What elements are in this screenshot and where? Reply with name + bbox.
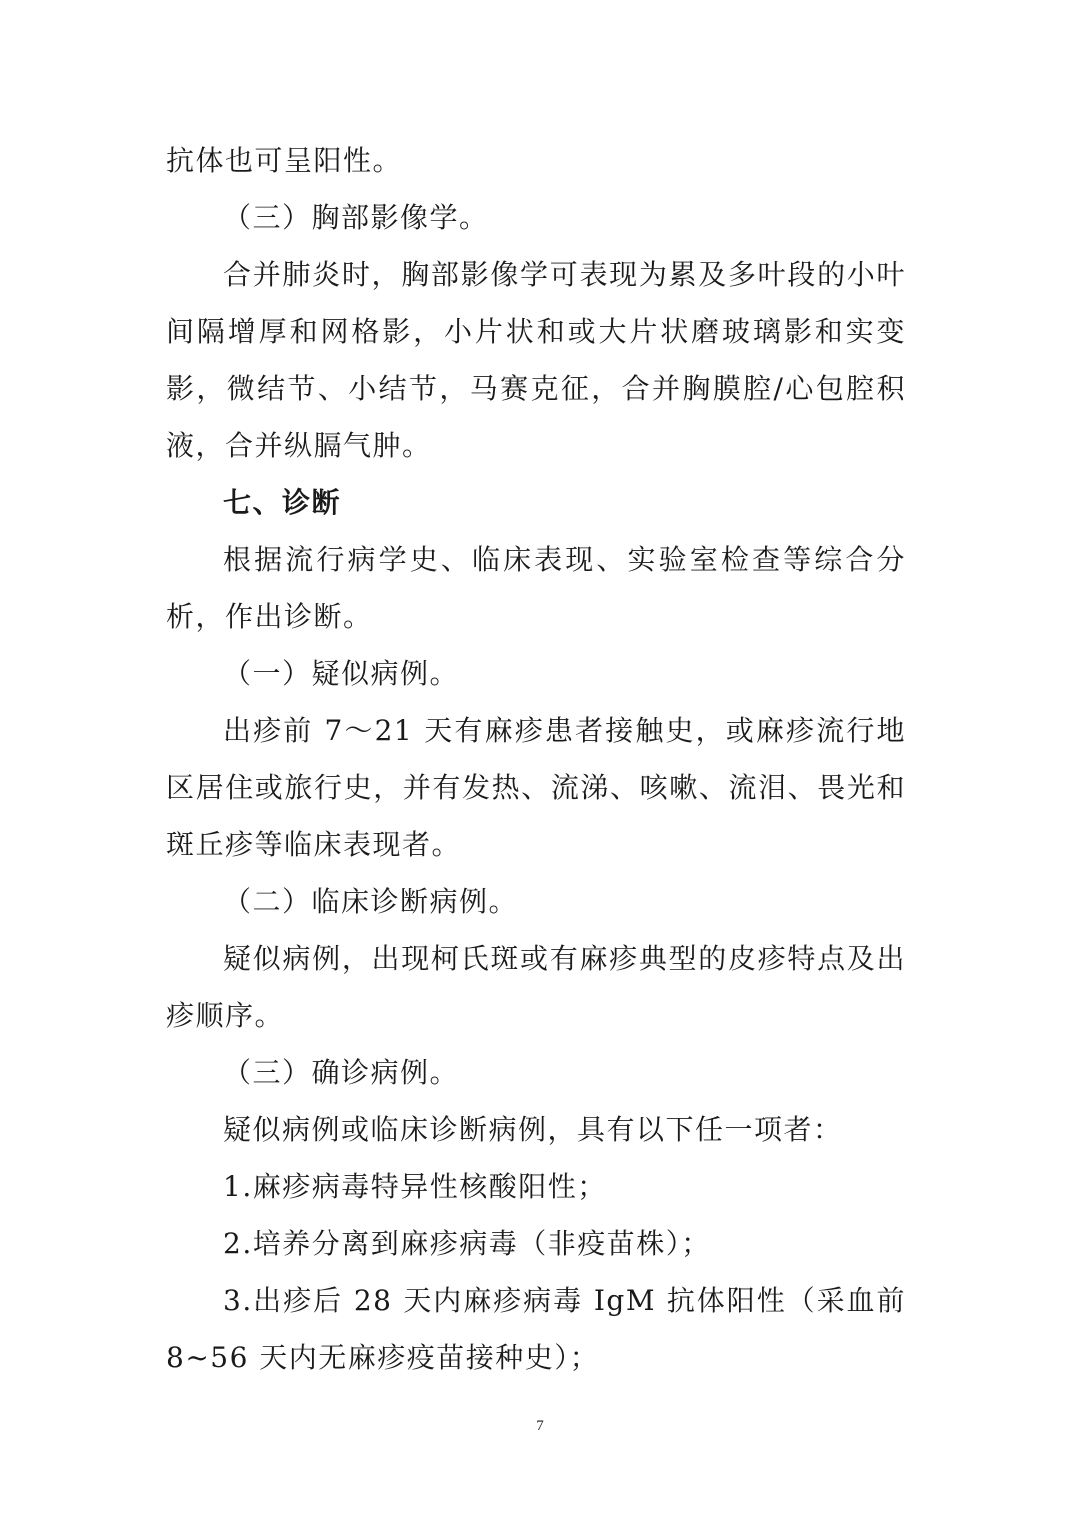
subheading-chest-imaging: （三）胸部影像学。 — [223, 201, 489, 234]
subheading-clinical-case: （二）临床诊断病例。 — [223, 885, 519, 918]
paragraph-clinical-case: 疑似病例，出现柯氏斑或有麻疹典型的皮疹特点及出疹顺序。 — [166, 942, 906, 1032]
paragraph-imaging-findings: 合并肺炎时，胸部影像学可表现为累及多叶段的小叶间隔增厚和网格影，小片状和或大片状磨玻璃影和实变影，微结节、小结节，马赛克征，合并胸膜腔/心包腔积液，合并纵膈气肿。 — [166, 258, 906, 462]
paragraph-suspected-case: 出疹前 7～21 天有麻疹患者接触史，或麻疹流行地区居住或旅行史，并有发热、流涕、咳嗽、流泪、畏光和斑丘疹等临床表现者。 — [166, 714, 906, 861]
paragraph-confirmed-intro: 疑似病例或临床诊断病例，具有以下任一项者： — [223, 1113, 843, 1146]
document-body — [166, 132, 906, 1386]
section-heading-diagnosis: 七、诊断 — [223, 486, 342, 519]
subheading-confirmed-case: （三）确诊病例。 — [223, 1056, 460, 1089]
page-number: 7 — [536, 1418, 544, 1434]
list-item-criterion-1: 1.麻疹病毒特异性核酸阳性； — [223, 1170, 607, 1203]
list-item-criterion-3: 3.出疹后 28 天内麻疹病毒 IgM 抗体阳性（采血前 8~56 天内无麻疹疫苗接种史）； — [166, 1284, 906, 1374]
paragraph-continued: 抗体也可呈阳性。 — [166, 144, 403, 177]
subheading-suspected-case: （一）疑似病例。 — [223, 657, 460, 690]
list-item-criterion-2: 2.培养分离到麻疹病毒（非疫苗株）； — [223, 1227, 711, 1260]
paragraph-diagnosis-basis: 根据流行病学史、临床表现、实验室检查等综合分析，作出诊断。 — [166, 543, 906, 633]
